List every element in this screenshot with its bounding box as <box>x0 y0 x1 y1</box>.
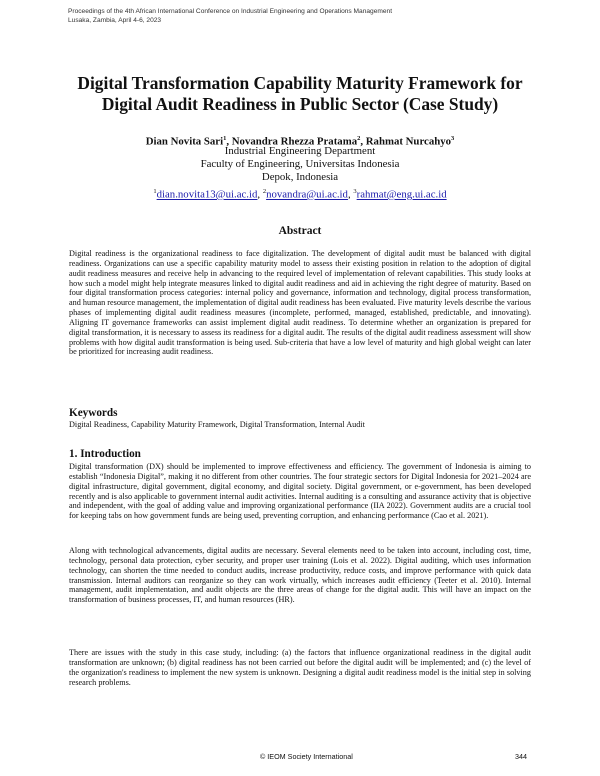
paper-title <box>40 73 560 115</box>
author-3: Rahmat Nurcahyo <box>365 135 452 148</box>
author-1: Dian Novita Sari <box>145 135 224 148</box>
author-2: Novandra Rhezza Pratama <box>231 135 358 148</box>
abstract-heading: Abstract <box>278 225 322 237</box>
affiliation-department: Industrial Engineering Department <box>224 145 376 157</box>
email-3-link[interactable]: rahmat@eng.ui.ac.id <box>356 188 447 201</box>
author-emails <box>40 185 560 202</box>
email-1-sup: 1 <box>153 188 157 195</box>
section-introduction-heading: 1. Introduction <box>69 448 141 460</box>
abstract-text: Digital readiness is the organizational readiness to face digitalization. The development of digital audit must be balanced with digital readiness. Organizations can use a specific capability maturity model to assess their existing position in relation to the adoption of digital audit readiness measures and receive help in advancing to the required level of implementation of relevant capabilities. This study looks at how such a model might help integrate measures linked to digital audit readiness and aid in achieving the right degree of maturity. Based on four digital transformation process categories: internal policy and governance, information and technology, digital process transformation, and human resource management, the implementation of digital audit readiness has been evaluated. Five maturity levels describe the various phases of implementing digital audit readiness measures (incomplete, performed, managed, established, predictable, and innovating). Aligning IT governance frameworks can assist implement digital audit readiness. To determine whether an organization is prepared for digital transformation, it is necessary to assess its readiness for a digital audit. The results of the digital audit readiness assessment will show problems with how digital audit transformation is being used. Sub-criteria that have a low level of maturity and high global weight can later be prioritized for increasing audit readiness. <box>69 249 531 357</box>
keywords-text: Digital Readiness, Capability Maturity Framework, Digital Transformation, Internal Audit <box>69 420 365 429</box>
email-3-sup: 3 <box>353 188 357 195</box>
title-line-2: Digital Audit Readiness in Public Sector (Case Study) <box>101 94 499 114</box>
header-location-date: Lusaka, Zambia, April 4-6, 2023 <box>68 17 162 24</box>
affiliation <box>40 145 560 185</box>
keywords-heading: Keywords <box>69 407 118 419</box>
email-separator: , <box>257 188 263 201</box>
author-separator: , <box>226 135 232 148</box>
footer-copyright: © IEOM Society International <box>260 752 353 761</box>
email-1-link[interactable]: dian.novita13@ui.ac.id <box>156 188 258 201</box>
author-2-sup: 2 <box>357 135 361 142</box>
intro-paragraph-1: Digital transformation (DX) should be implemented to improve effectiveness and efficiency. The government of Indonesia is aiming to establish “Indonesia Digital”, making it no different from other countries. The four strategic sectors for Digital Indonesia for 2021–2024 are digital infrastructure, digital government, digital economy, and digital society. Digital government, or e-government, has been developed recently and is also applicable to government internal audit activities. Internal auditing is a consulting and assurance activity that is objective and independent, with the goal of adding value and improving organizational performance (IIA 2022). Government audits are a crucial tool for keeping tabs on how government funds are being used, preventing corruption, and enhancing performance (Cao et al. 2021). <box>69 462 531 521</box>
email-2-link[interactable]: novandra@ui.ac.id <box>266 188 348 201</box>
email-separator: , <box>347 188 354 201</box>
footer-page-number: 344 <box>515 752 527 761</box>
author-separator: , <box>360 135 366 148</box>
email-2-sup: 2 <box>262 188 267 195</box>
title-line-1: Digital Transformation Capability Maturity Framework for <box>77 73 523 93</box>
author-3-sup: 3 <box>451 135 455 142</box>
intro-paragraph-3: There are issues with the study in this case study, including: (a) the factors that influence organizational readiness in the digital audit transformation are unknown; (b) digital readiness has not been carried out before the digital audit will be implemented; and (c) the level of the organization's readiness to implement the new system is unknown. Designing a digital audit readiness model is the initial step in solving research problems. <box>69 648 531 687</box>
affiliation-location: Depok, Indonesia <box>261 171 339 184</box>
intro-paragraph-2: Along with technological advancements, digital audits are necessary. Several elements need to be taken into account, including cost, time, technology, personal data protection, cyber security, and proper user training (Lois et al. 2022). Digital auditing, which uses information technology, can shorten the time needed to conduct audits, increase productivity, reduce costs, and improve performance with quick data transmission. Internal auditors can reorganize so they can work virtually, which increases audit efficiency (Teeter et al. 2010). Internal management, audit implementation, and audit objects are the three areas of change for the digital audit. This will have an impact on the transformation of business processes, IT, and human resources (HR). <box>69 546 531 605</box>
header-conference: Proceedings of the 4th African International Conference on Industrial Engineering and Operations Management <box>68 8 393 15</box>
author-1-sup: 1 <box>223 135 227 142</box>
running-header <box>68 7 392 25</box>
affiliation-faculty: Faculty of Engineering, Universitas Indonesia <box>200 158 400 171</box>
